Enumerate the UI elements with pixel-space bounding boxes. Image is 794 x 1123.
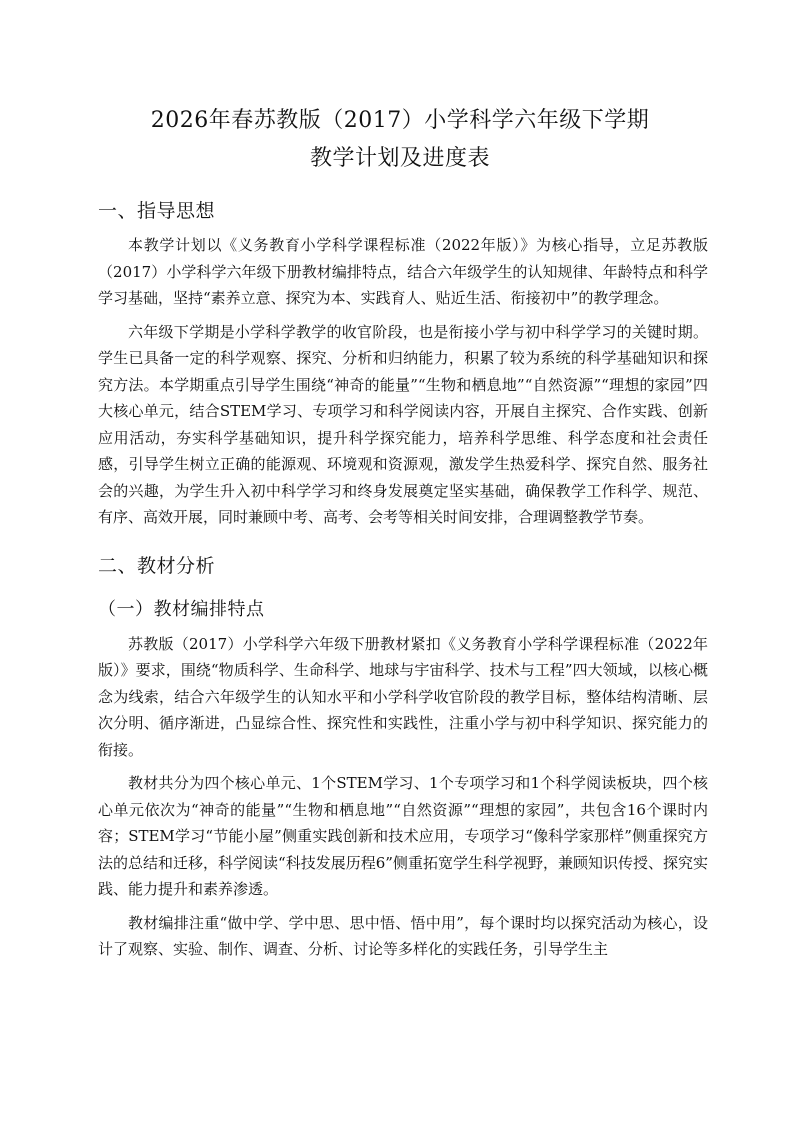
paragraph: 六年级下学期是小学科学教学的收官阶段，也是衔接小学与初中科学学习的关键时期。学生已具备一定的科学观察、探究、分析和归纳能力，积累了较为系统的科学基础知识和探究方法。本学期重点引导学生围绕“神奇的能量”“生物和栖息地”“自然资源”“理想的家园”四大核心单元，结合STEM学习、专项学习和科学阅读内容，开展自主探究、合作实践、创新应用活动，夯实科学基础知识，提升科学探究能力，培养科学思维、科学态度和社会责任感，引导学生树立正确的能源观、环境观和资源观，激发学生热爱科学、探究自然、服务社会的兴趣，为学生升入初中科学学习和终身发展奠定坚实基础，确保教学工作科学、规范、有序、高效开展，同时兼顾中考、高考、会考等相关时间安排，合理调整教学节奏。 — [98, 322, 708, 526]
section-heading-textbook-analysis: 二、教材分析 — [98, 554, 216, 577]
paragraph: 教材共分为四个核心单元、1个STEM学习、1个专项学习和1个科学阅读板块，四个核心单元依次为“神奇的能量”“生物和栖息地”“自然资源”“理想的家园”，共包含16个课时内容；STEM学习“节能小屋”侧重实践创新和技术应用，专项学习“像科学家那样”侧重探究方法的总结和迁移，科学阅读“科技发展历程6”侧重拓宽学生科学视野，兼顾知识传授、探究实践、能力提升和素养渗透。 — [98, 774, 708, 898]
paragraph: 教材编排注重“做中学、学中思、思中悟、悟中用”，每个课时均以探究活动为核心，设计了观察、实验、制作、调查、分析、讨论等多样化的实践任务，引导学生主 — [98, 913, 708, 958]
paragraph: 本教学计划以《义务教育小学科学课程标准（2022年版）》为核心指导，立足苏教版（2017）小学科学六年级下册教材编排特点，结合六年级学生的认知规律、年龄特点和科学学习基础，坚持“素养立意、探究为本、实践育人、贴近生活、衔接初中”的教学理念。 — [98, 236, 708, 307]
title-line-1: 2026年春苏教版（2017）小学科学六年级下学期 — [150, 108, 650, 133]
document-title — [92, 102, 708, 178]
paragraph: 苏教版（2017）小学科学六年级下册教材紧扣《义务教育小学科学课程标准（2022年版）》要求，围绕“物质科学、生命科学、地球与宇宙科学、技术与工程”四大领域，以核心概念为线索，结合六年级学生的认知水平和小学科学收官阶段的教学目标，整体结构清晰、层次分明、循序渐进，凸显综合性、探究性和实践性，注重小学与初中科学知识、探究能力的衔接。 — [98, 634, 708, 759]
section-heading-guiding-ideology: 一、指导思想 — [98, 200, 216, 222]
title-line-2: 教学计划及进度表 — [309, 146, 490, 171]
subsection-heading-layout-features: （一）教材编排特点 — [98, 598, 265, 620]
